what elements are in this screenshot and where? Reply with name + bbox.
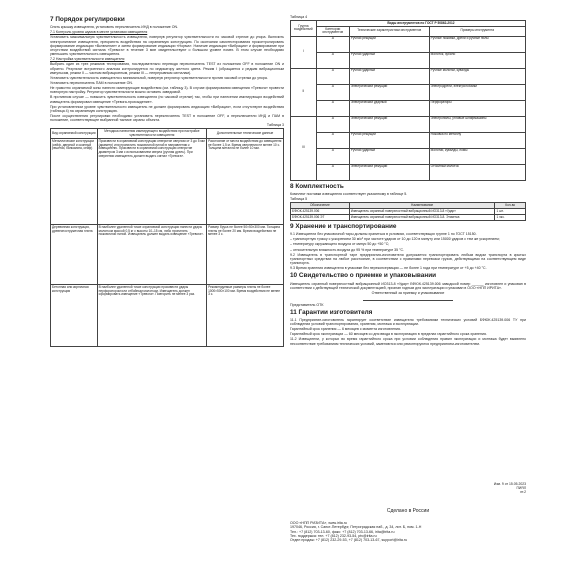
section-72-text3: Установить переключатель ПАМ в положение ON. xyxy=(50,80,133,85)
table-row xyxy=(291,84,526,100)
footer-line: Тех. поддержка: тел. +7 (812) 232-93-54, ptv@irita.ru xyxy=(290,533,377,538)
table-cell: Извещатель охранный поверхностный вибрационный ИО313-8 «Удар» xyxy=(349,209,495,215)
section-71-title: 7.1 Контроль уровня шумов в месте установки извещателя xyxy=(50,30,148,35)
table-cell: А xyxy=(316,116,349,132)
table-cell: Ручной режущий xyxy=(349,36,429,52)
table-4-header: Категории инструментов xyxy=(316,26,349,36)
section-8-title: 8 Комплектность xyxy=(290,182,344,190)
footer-line: Отдел продаж: +7 (812) 232-29-53, +7 (812) 703-13-67, support@irita.ru xyxy=(290,538,408,543)
right-column xyxy=(290,14,526,347)
stamp-label: Представитель ОТК xyxy=(290,302,324,307)
section-11-text3: Гарантийный срок эксплуатации — 60 месяцев со дня ввода в эксплуатацию в пределах гарантийного срока хранения. xyxy=(290,332,487,337)
table-4-span-header: Виды инструментов по ГОСТ Р 50862-2012 xyxy=(316,21,525,27)
section-9-text1: 9.1 Извещатели без упаковочной тары должны храниться в условиях, соответствующих группе 1 по ГОСТ 15150. xyxy=(290,232,477,237)
table-row xyxy=(291,116,526,132)
table-5-header: Кол-во xyxy=(495,203,526,209)
table-cell: А xyxy=(316,132,349,148)
section-10-title: 10 Свидетельство о приемке и упаковывании xyxy=(290,272,437,280)
table-cell: Расстояние от места воздействия до извещателя не более 1,5 м. Время сверления не менее 10 с. Толщина металла не более 10 мм. xyxy=(207,139,284,225)
revision-block xyxy=(494,482,526,494)
footer-line: ООО «НПП РИЗИТА», www.irita.ru xyxy=(290,521,347,525)
table-row xyxy=(291,100,526,116)
table-cell: А xyxy=(316,36,349,52)
table-cell: I xyxy=(291,36,317,68)
table-cell: А xyxy=(316,68,349,84)
table-cell: Электродрели, электролобзики xyxy=(429,84,525,100)
table-cell: II xyxy=(291,68,317,116)
table-cell: Размер бруса не более 50×50×300 мм. Толщина плиты не более 20 мм. Время воздействия не менее 3 с. xyxy=(207,225,284,285)
table-cell: Извещатель охранный поверхностный вибрационный ИО313-8. Этикетка xyxy=(349,215,495,221)
table-cell: Электрический режущий xyxy=(349,164,429,180)
revision-date: Изм. 9 от 15.05.2023 xyxy=(493,482,526,486)
table-cell: Металлические конструкции (сейф, дверной и оконный решетки, банкомата, сейф) xyxy=(51,139,98,225)
section-11-text4: 11.2 Извещатели, у которых во время гарантийного срока при условии соблюдения правил эксплуатации и монтажа будет выявлено несоответствие требованиям технических условий, заменяются или ремонтируются предприятием-изготовителем. xyxy=(290,337,526,346)
table-cell: Отбойный молоток xyxy=(429,164,525,180)
section-71-text: Установить максимальную чувствительность извещателя, повернув регулятор чувствительности по часовой стрелке до упора. Включить электропитание извещателя, прекратить воздействия на охраняемую конструкцию. По окончании самотестирования проконтролировать формирование индикации «Включение» и затем формирование индикации «Норма». Наличие индикации «Вибрация» и формирование при отсутствии воздействий сигнала «Тревога» в течение 3 мин свидетельствуют о большом уровне помех. В этом случае необходимо уменьшить чувствительность извещателя. xyxy=(50,35,284,57)
table-5-caption: Таблица 5 xyxy=(290,197,308,202)
table-cell: Электрический ударный xyxy=(349,100,429,116)
section-9-text4: – относительную влажность воздуха до 95 % при температуре 35 °С. xyxy=(290,247,405,252)
table-5-header: Обозначение xyxy=(291,203,350,209)
table-cell: В наиболее удаленной точке конструкции произвести удары перфоратором или отбойным молотком. Извещатель должен сформировать извещение «Тревога». Повторить не менее 3 раз. xyxy=(97,285,207,347)
table-cell: Электрический режущий xyxy=(349,116,429,132)
table-4 xyxy=(290,20,526,181)
table-row xyxy=(51,225,284,285)
signature-line xyxy=(363,295,453,301)
table-cell: Электропилы, угловые шлифмашины xyxy=(429,116,525,132)
table-cell: Ручные молотки, кувалды xyxy=(429,68,525,84)
table-row xyxy=(291,164,526,180)
table-4-header-row xyxy=(291,26,526,36)
table-cell: Ножовка по металлу xyxy=(429,132,525,148)
table-cell: Перфораторы xyxy=(429,100,525,116)
table-5-header: Наименование xyxy=(349,203,495,209)
footer-line: 197046, Россия, г. Санкт-Петербург, Петроградская наб., д. 34, лит. Б, пом. 1-Н xyxy=(290,525,422,530)
table-cell: Ручной ударный xyxy=(349,68,429,84)
table-cell: Ручной ударный xyxy=(349,148,429,164)
table-cell: А xyxy=(316,148,349,164)
table-cell: Ручные ножовки, дрели и ручные пилы xyxy=(429,36,525,52)
company-footer xyxy=(290,521,526,542)
table-4-header: Примеры инструмента xyxy=(429,26,525,36)
table-cell: Ручной режущий xyxy=(349,132,429,148)
table-cell: Деревянная конструкция, древесностружечная плита xyxy=(51,225,98,285)
table-cell: Произвести в охраняемой конструкции отверстие сверлом от 3 до 5 мм (диаметр) или пропилить ножовочной пилой в направлении к извещателю. Произвести в охраняемой конструкции отверстие диаметром 3 мм с использованием сверла (ручная дрель). При сверлении извещатель должен выдать сигнал «Тревога». xyxy=(97,139,207,225)
table-cell: Ручной ударный xyxy=(349,52,429,68)
section-9-text6: 9.3 Время хранения извещателя в упаковке без переконсервации — не более 1 года при температуре от +5 до +40 °С. xyxy=(290,266,487,271)
table-cell: Молоток, зубило xyxy=(429,52,525,68)
table-3 xyxy=(50,128,284,347)
table-3-header: Дополнительные технические данные xyxy=(207,129,284,139)
table-3-caption: Таблица 3 xyxy=(266,123,284,128)
section-11-title: 11 Гарантии изготовителя xyxy=(290,308,373,316)
table-cell: БФЮК.425139.006 xyxy=(291,209,350,215)
table-3-header-row xyxy=(51,129,284,139)
table-row xyxy=(291,68,526,84)
table-cell: III xyxy=(291,116,317,180)
table-cell: БФЮК.425139.006 ЭТ xyxy=(291,215,350,221)
section-72-text: Выбрать один из трех режимов тестирования, последовательно переводя переключатель TEST из положения OFF в положение ON и обратно. Результат встроенного анализа контролируется по индикатору желтого цвета. Режим I (обращается к редким вибрационным импульсам, режим II — частым вибрационным, режим III — непрерывным сигналам). xyxy=(50,62,284,75)
table-row xyxy=(51,139,284,225)
section-72-text4: Не грамотно охраняемой зоны нанести имитирующие воздействия (см. таблицу 3). В случае формирования извещения «Тревога» провести повторную настройку. Регулятор чувствительности можно оставить заведомой. xyxy=(50,86,284,95)
section-9-title: 9 Хранение и транспортирование xyxy=(290,223,397,231)
table-cell: А xyxy=(316,52,349,68)
section-72-text6: При установленном уровне чувствительности извещатель не должен формировать индикацию «Вибрация», если отсутствуют воздействия (таблица 4) на охраняемую конструкцию. xyxy=(50,104,284,113)
table-row xyxy=(291,148,526,164)
section-72-text7: После осуществления регулировки необходимо установить переключатель TEST в положение OFF, а переключатели ИНД и ПАМ в положение, соответствующее выбранной тактике охраны объекта. xyxy=(50,113,284,123)
table-cell: А xyxy=(316,100,349,116)
section-9-text3: – температуру окружающего воздуха от минус 50 до +50 °С; xyxy=(290,242,390,247)
table-cell: А xyxy=(316,84,349,100)
table-row xyxy=(291,132,526,148)
section-7-title: 7 Порядок регулировки xyxy=(50,16,125,23)
table-row xyxy=(291,52,526,68)
table-4-caption: Таблица 4 xyxy=(290,15,308,19)
left-column xyxy=(50,14,284,347)
section-7-intro: Снять крышку извещателя, установить переключатель ИНД в положение ON. xyxy=(50,25,179,30)
revision-code: ПИЯЛ xyxy=(516,486,526,490)
table-row xyxy=(291,215,526,221)
table-3-header: Методика нанесения имитирующего воздействия при настройке чувствительности извещателя xyxy=(97,129,207,139)
table-cell: Рекомендуемые размеры плиты не более 1000×500×100 мм. Время воздействия не менее 3 с. xyxy=(207,285,284,347)
section-9-text2: – транспортную тряску с ускорением 30 м/с² при частоте ударов от 10 до 120 в минуту или 15000 ударов с тем же ускорением; xyxy=(290,237,500,242)
made-in-russia: Сделано в России xyxy=(386,508,430,514)
table-cell: В наиболее удаленной точке охраняемой конструкции нанести удары молотком массой 0,5 кг с высоты 10–15 см, либо пропилить ножовочной пилой. Извещатель должен выдать извещение «Тревога». xyxy=(97,225,207,285)
table-cell: Бетонная или кирпичная конструкция xyxy=(51,285,98,347)
table-4-header: Группа воздействий xyxy=(291,21,317,37)
table-4-header: Технические характеристики инструментов xyxy=(349,26,429,36)
section-9-text5: 9.2 Извещатель в транспортной таре предприятия-изготовителя допускается транспортировать любым видом транспорта в крытых транспортных средствах на любое расстояние, в соответствии с правилами перевозки грузов, действующими на соответствующем виде транспорта. xyxy=(290,252,526,266)
section-72-title: 7.2 Настройка чувствительности извещателя xyxy=(50,57,125,62)
footer-line: Тел.: +7 (812) 703-13-60, факс: +7 (812) 703-13-66, irita@irita.ru xyxy=(290,529,395,534)
table-5 xyxy=(290,202,526,221)
table-cell: Электрический режущий xyxy=(349,84,429,100)
table-cell: 1 шт. xyxy=(495,209,526,215)
table-row xyxy=(51,285,284,347)
section-11-text2: Гарантийный срок хранения — 6 месяцев с момента изготовления. xyxy=(290,327,401,332)
table-cell: Молотки, кувалды, ломы xyxy=(429,148,525,164)
section-10-text: Извещатель охранный поверхностный вибрационный ИО313-8 «Удар» БФЮК.425139.006 заводской номер ______ изготовлен и упакован в соответствии с действующей технической документацией, признан годным для эксплуатации и упакован в ООО «НПП ИРИТА». xyxy=(290,281,526,290)
section-11-text1: 11.1 Предприятие-изготовитель гарантирует соответствие извещателя требованиям технических условий БФЮК.425139.006 ТУ при соблюдении условий транспортирования, хранения, монтажа и эксплуатации. xyxy=(290,318,526,327)
section-8-text: Комплект поставки извещателя соответствует указанному в таблице 5. xyxy=(290,191,408,196)
table-cell: 1 экз. xyxy=(495,215,526,221)
signature-label: Ответственный за приемку и упаковывание xyxy=(371,290,445,295)
section-72-text5: В противном случае — повысить чувствительность извещателя (по часовой стрелке) так, чтобы при нанесении имитирующих воздействий извещатель формировал извещение «Тревога-прохождение». xyxy=(50,95,284,104)
revision-sheet: лт.2 xyxy=(520,490,526,494)
table-3-header: Вид охраняемой конструкции xyxy=(51,129,98,139)
section-72-text2: Установить чувствительность извещателя к минимальной, повернув регулятор чувствительности против часовой стрелки до упора. xyxy=(50,75,268,80)
table-cell: А xyxy=(316,164,349,180)
table-row xyxy=(291,36,526,52)
